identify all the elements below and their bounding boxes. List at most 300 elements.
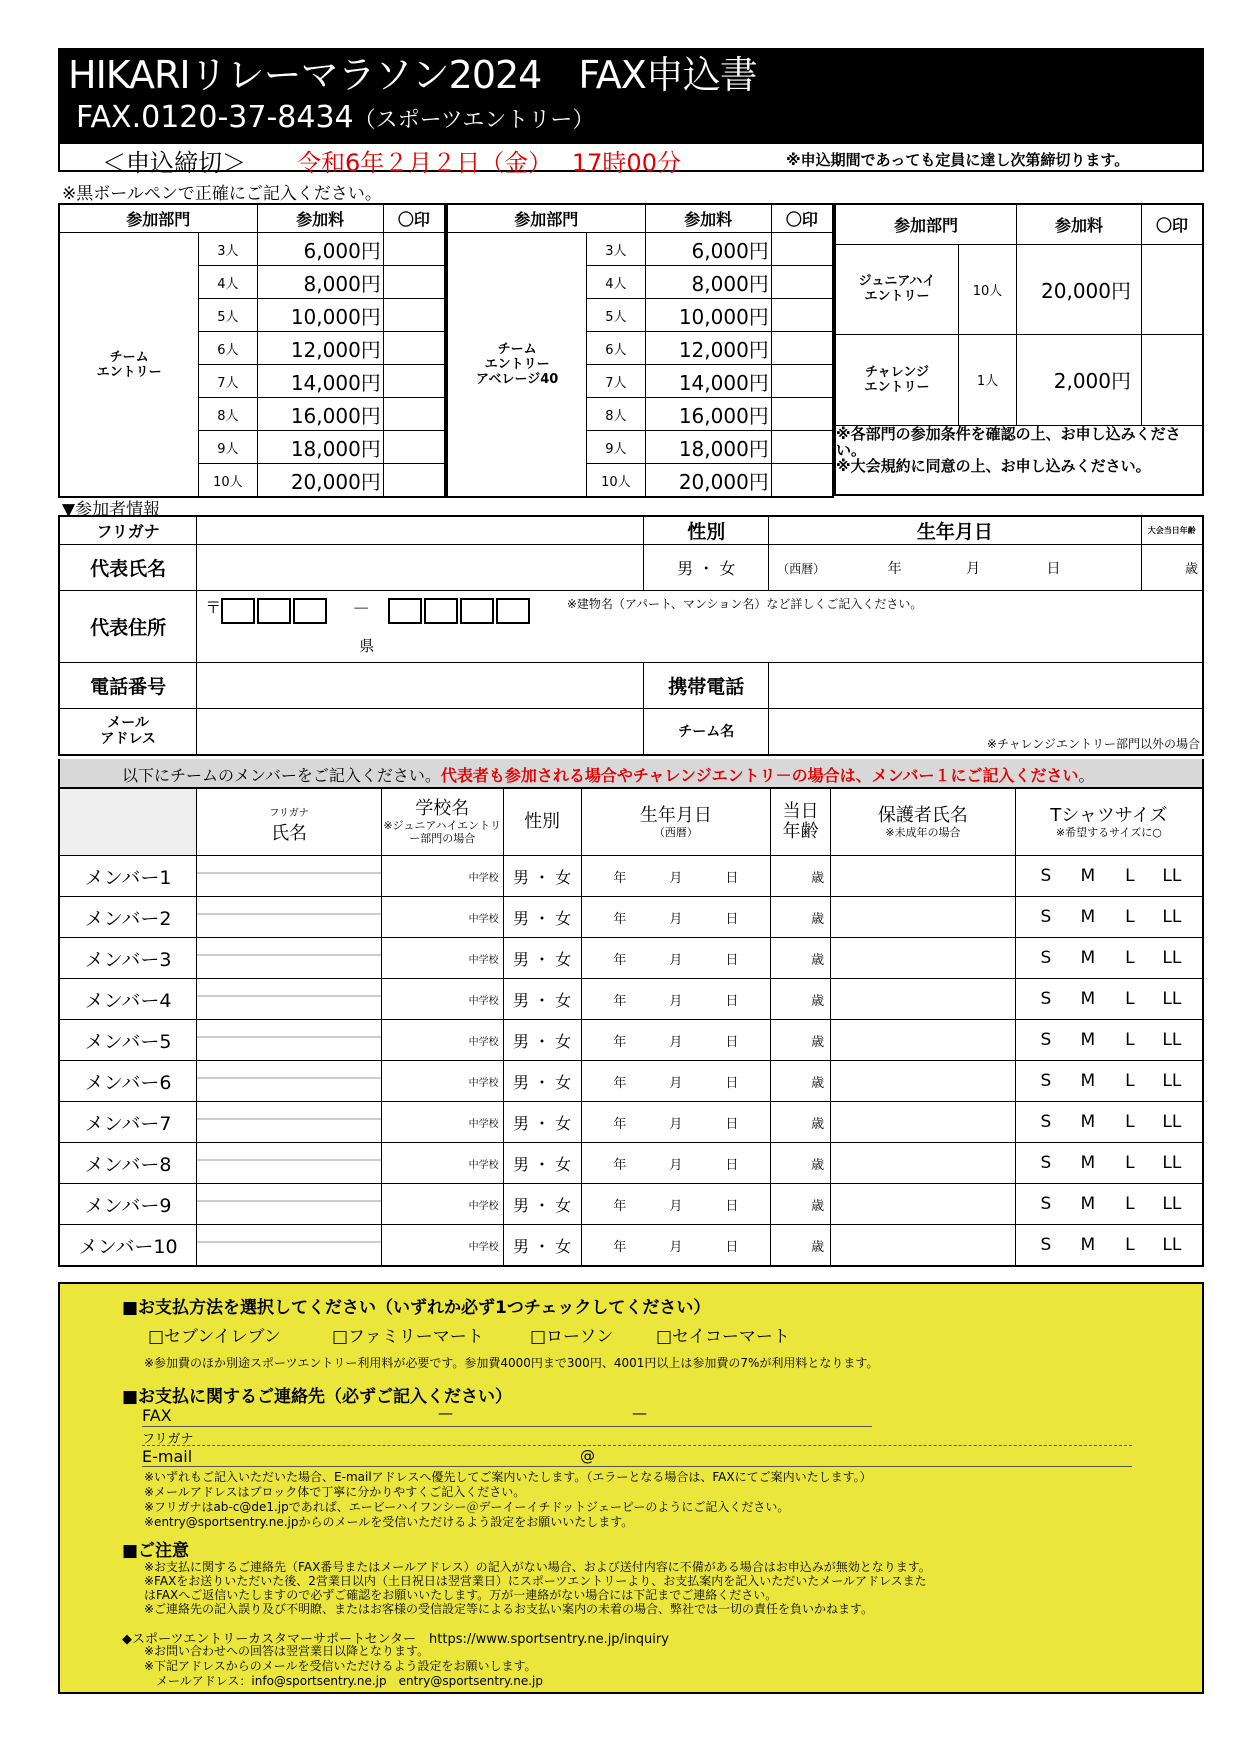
deadline-label: ＜申込締切＞: [102, 149, 246, 177]
age-header: 大会当日年齢: [1141, 516, 1203, 545]
fee-mark-cell[interactable]: [383, 464, 445, 498]
member-school[interactable]: 中学校: [381, 1102, 503, 1143]
team-name-input[interactable]: [769, 709, 1203, 755]
postal-mark: 〒: [205, 598, 222, 617]
phone-input[interactable]: [197, 663, 644, 709]
member-birth[interactable]: [581, 856, 771, 897]
birth-unit-m: 月: [669, 911, 683, 927]
fee-header-mark: 〇印: [1142, 204, 1204, 244]
contact-note: ※フリガナはab-c@de1.jpであれば、エービーハイフンシー＠デーイーイチドットジェーピーのようにご記入ください。: [144, 1500, 790, 1514]
member-guardian-input[interactable]: [831, 979, 1016, 1020]
member-label: メンバー8: [59, 1143, 197, 1184]
fee-mark-cell[interactable]: [771, 266, 833, 299]
fee-mark-cell[interactable]: [771, 431, 833, 464]
rep-address-field[interactable]: [197, 591, 1203, 663]
member-count: 6人: [587, 332, 645, 365]
seireki-label: （西暦）: [777, 561, 826, 576]
birth-unit-y: 年: [613, 952, 627, 968]
phone-label: 電話番号: [59, 663, 197, 709]
member-guardian-input[interactable]: [831, 1102, 1016, 1143]
member-age[interactable]: 歳: [771, 1061, 831, 1102]
member-count: 10人: [587, 464, 645, 498]
fee-mark-cell[interactable]: [771, 365, 833, 398]
members-header-blank: [59, 788, 197, 856]
caution-heading: ■ご注意: [122, 1541, 190, 1561]
member-school[interactable]: 中学校: [381, 1225, 503, 1267]
member-birth[interactable]: [581, 1184, 771, 1225]
fee-note: ※大会規約に同意の上、お申し込みください。: [836, 456, 1151, 475]
shirt-size-option[interactable]: S: [1040, 907, 1052, 927]
option-seven-eleven[interactable]: □セブンイレブン: [148, 1327, 281, 1347]
shirt-size-option[interactable]: LL: [1162, 907, 1182, 927]
fax-dash: —: [632, 1404, 647, 1422]
member-school[interactable]: 中学校: [381, 1184, 503, 1225]
members-intro-red: 代表者も参加される場合やチャレンジエントリ－の場合は、メンバー１にご記入ください: [440, 766, 1079, 785]
birth-unit-m: 月: [669, 952, 683, 968]
challenge-fee: 2,000円: [1017, 335, 1142, 425]
member-shirt-size[interactable]: [1015, 1061, 1203, 1102]
shirt-size-option[interactable]: M: [1080, 907, 1096, 927]
contact-notes: [144, 1470, 872, 1530]
birth-unit-y: 年: [613, 993, 627, 1009]
member-gender[interactable]: 男 ・ 女: [503, 1102, 581, 1143]
support-note: メールアドレス：info@sportsentry.ne.jp entry@sportsentry.ne.jp: [144, 1674, 544, 1688]
birth-unit-d: 日: [725, 1034, 739, 1050]
fee-header-fee: 参加料: [1017, 204, 1142, 244]
support-note: ※お問い合わせへの回答は翌営業日以降となります。: [144, 1644, 430, 1658]
prefecture-label: 県: [359, 637, 375, 655]
birth-unit-m: 月: [669, 870, 683, 886]
fee-row: [447, 233, 833, 266]
postal-dash: －: [352, 599, 371, 620]
birth-unit-d: 日: [725, 993, 739, 1009]
member-shirt-size[interactable]: [1015, 897, 1203, 938]
fee-header-division: 参加部門: [835, 204, 1017, 244]
postal-digit-box[interactable]: [460, 598, 494, 624]
junior-fee: 20,000円: [1017, 244, 1142, 334]
support-notes: [144, 1644, 543, 1689]
member-birth[interactable]: [581, 1225, 771, 1267]
rep-address-label: 代表住所: [59, 591, 197, 663]
email-underline[interactable]: [142, 1466, 1132, 1467]
challenge-label: チャレンジ エントリー: [835, 335, 959, 425]
caution-note: ※FAXをお送りいただいた後、2営業日以内（土日祝日は翌営業日）にスポーツエントリーより、お支払案内を記入いただいたメールアドレスまた: [144, 1574, 927, 1588]
shirt-size-option[interactable]: M: [1080, 1030, 1096, 1050]
header-birth: 生年月日: [639, 804, 712, 826]
fee-amount: 6,000円: [257, 233, 383, 266]
furigana-input[interactable]: [197, 516, 644, 545]
member-guardian-input[interactable]: [831, 1225, 1016, 1267]
shirt-size-option[interactable]: L: [1125, 1030, 1135, 1050]
member-label: メンバー6: [59, 1061, 197, 1102]
member-birth[interactable]: [581, 897, 771, 938]
member-guardian-input[interactable]: [831, 1061, 1016, 1102]
member-count: 3人: [199, 233, 257, 266]
participant-section-label: ▼参加者情報: [62, 500, 161, 520]
members-header-school: [381, 788, 503, 856]
payment-method-heading: ■お支払方法を選択してください（いずれか必ず1つチェックしてください）: [122, 1298, 711, 1318]
header-guardian: 保護者氏名: [877, 804, 968, 826]
fee-mark-cell[interactable]: [771, 332, 833, 365]
furigana-underline[interactable]: [142, 1445, 1132, 1446]
shirt-size-option[interactable]: S: [1040, 1153, 1052, 1173]
member-shirt-size[interactable]: [1015, 1225, 1203, 1267]
shirt-size-option[interactable]: LL: [1162, 1235, 1182, 1255]
header-birth-note: （西暦）: [653, 825, 698, 839]
support-note: ※下記アドレスからのメールを受信いただけるよう設定をお願いします。: [144, 1659, 537, 1673]
shirt-size-option[interactable]: M: [1080, 1112, 1096, 1132]
fee-mark-cell[interactable]: [383, 266, 445, 299]
member-label: メンバー5: [59, 1020, 197, 1061]
email-input[interactable]: [197, 709, 644, 755]
team-name-note: ※チャレンジエントリー部門以外の場合: [986, 736, 1200, 751]
shirt-size-option[interactable]: S: [1040, 948, 1052, 968]
fee-header-division: 参加部門: [59, 204, 257, 233]
fee-mark-cell[interactable]: [771, 299, 833, 332]
option-lawson[interactable]: □ローソン: [530, 1327, 614, 1347]
postal-digit-box[interactable]: [388, 598, 422, 624]
fee-amount: 8,000円: [645, 266, 771, 299]
member-birth[interactable]: [581, 1102, 771, 1143]
members-header-guardian: [831, 788, 1016, 856]
member-label: メンバー7: [59, 1102, 197, 1143]
month-label: 月: [966, 560, 981, 577]
shirt-size-option[interactable]: S: [1040, 1194, 1052, 1214]
header-school-note: ※ジュニアハイエントリー部門の場合: [383, 819, 502, 845]
support-center: ◆スポーツエントリーカスタマーサポートセンター https://www.sportsentry.ne.jp/inquiry: [122, 1632, 669, 1647]
shirt-size-option[interactable]: S: [1040, 989, 1052, 1009]
postal-digit-box[interactable]: [257, 598, 291, 624]
shirt-size-option[interactable]: LL: [1162, 1194, 1182, 1214]
member-count: 7人: [587, 365, 645, 398]
shirt-size-option[interactable]: M: [1080, 1071, 1096, 1091]
birth-unit-y: 年: [613, 1198, 627, 1214]
member-row: [59, 1061, 1203, 1102]
member-row: [59, 897, 1203, 938]
member-shirt-size[interactable]: [1015, 938, 1203, 979]
division-label: チーム エントリー アベレージ40: [447, 233, 587, 498]
fee-notes: [835, 425, 1203, 495]
fee-amount: 16,000円: [257, 398, 383, 431]
member-gender[interactable]: 男 ・ 女: [503, 897, 581, 938]
member-guardian-input[interactable]: [831, 1020, 1016, 1061]
header-furigana: フリガナ: [269, 807, 309, 819]
form-title: HIKARIリレーマラソン2024 FAX申込書: [68, 53, 757, 97]
payment-section: [58, 1282, 1204, 1694]
member-name-input[interactable]: [197, 1020, 382, 1061]
caution-note: はFAXへご返信いたしますので必ずご確認をお願いいたします。万が一連絡がない場合には下記までご連絡ください。: [144, 1588, 778, 1602]
fee-amount: 14,000円: [645, 365, 771, 398]
header-shirt-note: ※希望するサイズに○: [1055, 825, 1162, 839]
member-label: メンバー1: [59, 856, 197, 897]
shirt-size-option[interactable]: LL: [1162, 866, 1182, 886]
member-school[interactable]: 中学校: [381, 856, 503, 897]
member-school[interactable]: 中学校: [381, 897, 503, 938]
rep-name-input[interactable]: [197, 545, 644, 591]
fee-mark-cell[interactable]: [383, 299, 445, 332]
fee-header-fee: 参加料: [645, 204, 771, 233]
mobile-label: 携帯電話: [644, 663, 769, 709]
header-guardian-note: ※未成年の場合: [885, 825, 961, 839]
shirt-size-option[interactable]: LL: [1162, 1153, 1182, 1173]
fax-dash: —: [438, 1404, 453, 1422]
member-shirt-size[interactable]: [1015, 856, 1203, 897]
member-gender[interactable]: 男 ・ 女: [503, 979, 581, 1020]
fee-header-division: 参加部門: [447, 204, 645, 233]
postal-digit-box[interactable]: [496, 598, 530, 624]
member-gender[interactable]: 男 ・ 女: [503, 1184, 581, 1225]
caution-note: ※ご連絡先の記入誤り及び不明瞭、またはお客様の受信設定等によるお支払い案内の未着の場合、弊社では一切の責任を負いかねます。: [144, 1602, 874, 1616]
shirt-size-option[interactable]: L: [1125, 1235, 1135, 1255]
mobile-input[interactable]: [769, 663, 1203, 709]
shirt-size-option[interactable]: S: [1040, 1112, 1052, 1132]
fee-header-mark: 〇印: [771, 204, 833, 233]
member-school[interactable]: 中学校: [381, 1143, 503, 1184]
member-birth[interactable]: [581, 1020, 771, 1061]
day-label: 日: [1046, 560, 1061, 577]
members-table: [58, 787, 1204, 1267]
member-row: [59, 1020, 1203, 1061]
fee-amount: 18,000円: [645, 431, 771, 464]
shirt-size-option[interactable]: L: [1125, 1153, 1135, 1173]
fee-table-team: [58, 203, 446, 498]
birth-unit-y: 年: [613, 1034, 627, 1050]
age-unit: 歳: [1184, 562, 1198, 577]
division-label: チーム エントリー: [59, 233, 199, 498]
deadline-note: ※申込期間であっても定員に達し次第締切ります。: [786, 151, 1130, 169]
member-name-input[interactable]: [197, 1143, 382, 1184]
furigana-label: フリガナ: [59, 516, 197, 545]
fee-table-other: [834, 203, 1204, 496]
gender-header: 性別: [644, 516, 769, 545]
fee-row: [59, 233, 445, 266]
fee-mark-cell[interactable]: [771, 398, 833, 431]
fee-amount: 6,000円: [645, 233, 771, 266]
shirt-size-option[interactable]: LL: [1162, 989, 1182, 1009]
shirt-size-option[interactable]: S: [1040, 1030, 1052, 1050]
birth-unit-m: 月: [669, 1075, 683, 1091]
shirt-size-option[interactable]: L: [1125, 948, 1135, 968]
member-row: [59, 938, 1203, 979]
member-gender[interactable]: 男 ・ 女: [503, 856, 581, 897]
shirt-size-option[interactable]: M: [1080, 989, 1096, 1009]
postal-digit-box[interactable]: [221, 598, 255, 624]
fax-underline[interactable]: [142, 1426, 872, 1427]
usage-fee-note: ※参加費のほか別途スポーツエントリー利用料が必要です。参加費4000円まで300円、4001円以上は参加費の7%が利用料となります。: [144, 1356, 879, 1370]
member-gender[interactable]: 男 ・ 女: [503, 1061, 581, 1102]
fee-table-team40: [446, 203, 834, 498]
fee-amount: 20,000円: [645, 464, 771, 498]
member-age[interactable]: 歳: [771, 1102, 831, 1143]
birth-unit-d: 日: [725, 1198, 739, 1214]
junior-label: ジュニアハイ エントリー: [835, 244, 959, 334]
member-row: [59, 856, 1203, 897]
birth-unit-m: 月: [669, 1034, 683, 1050]
member-shirt-size[interactable]: [1015, 1020, 1203, 1061]
member-count: 5人: [199, 299, 257, 332]
shirt-size-option[interactable]: L: [1125, 1071, 1135, 1091]
members-header-name: [197, 788, 382, 856]
fee-amount: 18,000円: [257, 431, 383, 464]
shirt-size-option[interactable]: L: [1125, 1112, 1135, 1132]
member-name-input[interactable]: [197, 1102, 382, 1143]
fee-mark-cell[interactable]: [383, 332, 445, 365]
postal-digit-box[interactable]: [424, 598, 458, 624]
shirt-size-option[interactable]: LL: [1162, 948, 1182, 968]
member-label: メンバー9: [59, 1184, 197, 1225]
member-name-input[interactable]: [197, 1225, 382, 1267]
shirt-size-option[interactable]: M: [1080, 1235, 1096, 1255]
email-label: メール アドレス: [59, 709, 197, 755]
shirt-size-option[interactable]: M: [1080, 1153, 1096, 1173]
member-count: 10人: [199, 464, 257, 498]
rep-name-label: 代表氏名: [59, 545, 197, 591]
birth-unit-m: 月: [669, 1116, 683, 1132]
member-age[interactable]: 歳: [771, 1225, 831, 1267]
member-guardian-input[interactable]: [831, 938, 1016, 979]
shirt-size-option[interactable]: L: [1125, 1194, 1135, 1214]
rep-age[interactable]: [1141, 545, 1203, 591]
fee-note: ※各部門の参加条件を確認の上、お申し込みください。: [836, 424, 1181, 459]
postal-digit-box[interactable]: [293, 598, 327, 624]
junior-count: 10人: [959, 244, 1017, 334]
shirt-size-option[interactable]: L: [1125, 866, 1135, 886]
fee-mark-cell[interactable]: [383, 365, 445, 398]
shirt-size-option[interactable]: M: [1080, 948, 1096, 968]
member-guardian-input[interactable]: [831, 856, 1016, 897]
member-row: [59, 1143, 1203, 1184]
members-intro-text: 以下にチームのメンバーをご記入ください。: [122, 766, 441, 785]
member-row: [59, 1184, 1203, 1225]
rep-birth[interactable]: [769, 545, 1141, 591]
member-shirt-size[interactable]: [1015, 979, 1203, 1020]
member-age[interactable]: 歳: [771, 1020, 831, 1061]
fee-amount: 10,000円: [645, 299, 771, 332]
fee-amount: 8,000円: [257, 266, 383, 299]
member-name-input[interactable]: [197, 1061, 382, 1102]
birth-unit-m: 月: [669, 1157, 683, 1173]
member-count: 6人: [199, 332, 257, 365]
member-age[interactable]: 歳: [771, 938, 831, 979]
header-name: 氏名: [271, 822, 308, 844]
shirt-size-option[interactable]: L: [1125, 907, 1135, 927]
shirt-size-option[interactable]: S: [1040, 1071, 1052, 1091]
member-school[interactable]: 中学校: [381, 1061, 503, 1102]
shirt-size-option[interactable]: LL: [1162, 1071, 1182, 1091]
member-name-input[interactable]: [197, 1184, 382, 1225]
member-age[interactable]: 歳: [771, 1143, 831, 1184]
birth-unit-y: 年: [613, 1157, 627, 1173]
year-label: 年: [887, 560, 902, 577]
team-name-label: チーム名: [644, 709, 769, 755]
member-school[interactable]: 中学校: [381, 1020, 503, 1061]
member-age[interactable]: 歳: [771, 897, 831, 938]
birth-unit-m: 月: [669, 1239, 683, 1255]
junior-mark-cell[interactable]: [1142, 244, 1204, 334]
members-header-gender: 性別: [503, 788, 581, 856]
member-guardian-input[interactable]: [831, 897, 1016, 938]
member-shirt-size[interactable]: [1015, 1184, 1203, 1225]
birth-unit-y: 年: [613, 870, 627, 886]
member-gender[interactable]: 男 ・ 女: [503, 1225, 581, 1267]
fee-mark-cell[interactable]: [771, 464, 833, 498]
fee-header-fee: 参加料: [257, 204, 383, 233]
member-birth[interactable]: [581, 1143, 771, 1184]
shirt-size-option[interactable]: LL: [1162, 1030, 1182, 1050]
member-name-input[interactable]: [197, 897, 382, 938]
member-shirt-size[interactable]: [1015, 1143, 1203, 1184]
member-label: メンバー3: [59, 938, 197, 979]
member-count: 8人: [587, 398, 645, 431]
member-count: 4人: [587, 266, 645, 299]
option-familymart[interactable]: □ファミリーマート: [332, 1327, 484, 1347]
member-age[interactable]: 歳: [771, 1184, 831, 1225]
fee-mark-cell[interactable]: [383, 431, 445, 464]
member-name-input[interactable]: [197, 938, 382, 979]
member-guardian-input[interactable]: [831, 1143, 1016, 1184]
representative-table: [58, 515, 1204, 756]
member-school[interactable]: 中学校: [381, 938, 503, 979]
rep-gender[interactable]: 男 ・ 女: [644, 545, 769, 591]
shirt-size-option[interactable]: S: [1040, 866, 1052, 886]
birth-unit-m: 月: [669, 1198, 683, 1214]
member-gender[interactable]: 男 ・ 女: [503, 1020, 581, 1061]
member-count: 3人: [587, 233, 645, 266]
member-name-input[interactable]: [197, 979, 382, 1020]
fee-mark-cell[interactable]: [383, 398, 445, 431]
member-birth[interactable]: [581, 1061, 771, 1102]
members-intro: [58, 759, 1204, 787]
member-school[interactable]: 中学校: [381, 979, 503, 1020]
member-count: 4人: [199, 266, 257, 299]
fee-mark-cell[interactable]: [771, 233, 833, 266]
birth-unit-y: 年: [613, 1239, 627, 1255]
fee-mark-cell[interactable]: [383, 233, 445, 266]
member-name-input[interactable]: [197, 856, 382, 897]
option-seicomart[interactable]: □セイコーマート: [656, 1327, 790, 1347]
member-age[interactable]: 歳: [771, 979, 831, 1020]
shirt-size-option[interactable]: M: [1080, 1194, 1096, 1214]
caution-note: ※お支払に関するご連絡先（FAX番号またはメールアドレス）の記入がない場合、および送付内容に不備がある場合はお申込みが無効となります。: [144, 1560, 931, 1574]
challenge-mark-cell[interactable]: [1142, 335, 1204, 425]
member-age[interactable]: 歳: [771, 856, 831, 897]
member-shirt-size[interactable]: [1015, 1102, 1203, 1143]
birth-unit-d: 日: [725, 1116, 739, 1132]
member-label: メンバー2: [59, 897, 197, 938]
fee-amount: 14,000円: [257, 365, 383, 398]
challenge-count: 1人: [959, 335, 1017, 425]
fax-number: FAX.0120-37-8434（スポーツエントリー）: [76, 100, 595, 135]
shirt-size-option[interactable]: LL: [1162, 1112, 1182, 1132]
member-gender[interactable]: 男 ・ 女: [503, 1143, 581, 1184]
caution-notes: [144, 1560, 931, 1616]
member-count: 9人: [199, 431, 257, 464]
shirt-size-option[interactable]: S: [1040, 1235, 1052, 1255]
members-header-age: 当日 年齢: [771, 788, 831, 856]
fee-header-mark: 〇印: [383, 204, 445, 233]
member-count: 5人: [587, 299, 645, 332]
member-guardian-input[interactable]: [831, 1184, 1016, 1225]
member-birth[interactable]: [581, 979, 771, 1020]
member-row: [59, 1102, 1203, 1143]
shirt-size-option[interactable]: L: [1125, 989, 1135, 1009]
header-shirt: Tシャツサイズ: [1050, 804, 1168, 826]
birth-unit-d: 日: [725, 911, 739, 927]
shirt-size-option[interactable]: M: [1080, 866, 1096, 886]
member-birth[interactable]: [581, 938, 771, 979]
deadline-bar: [58, 142, 1204, 177]
member-gender[interactable]: 男 ・ 女: [503, 938, 581, 979]
